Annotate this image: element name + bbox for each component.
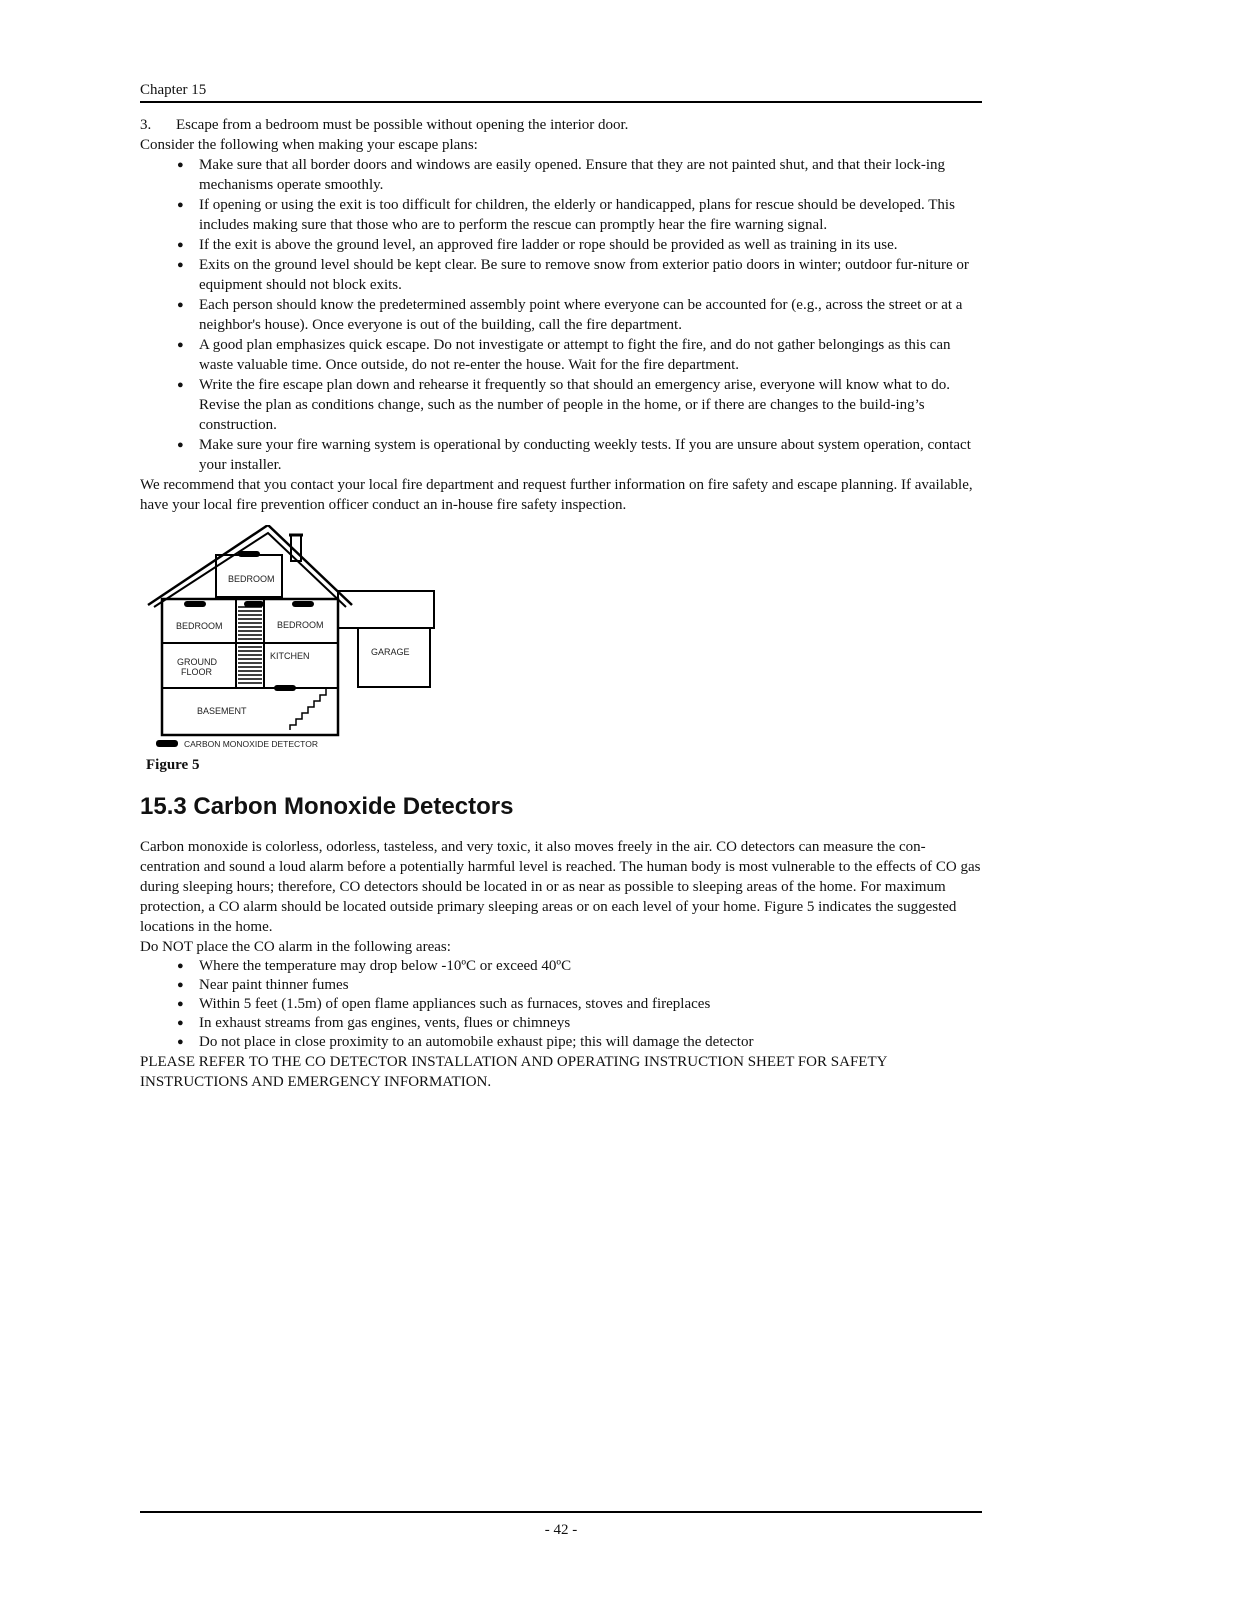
do-not-bullet-list bbox=[140, 957, 982, 1052]
co-detector-icon bbox=[292, 601, 314, 607]
page-number: - 42 - bbox=[544, 1522, 578, 1538]
section-heading: 15.3 Carbon Monoxide Detectors bbox=[140, 793, 514, 820]
label-kitchen: KITCHEN bbox=[270, 651, 310, 661]
escape-intro: Consider the following when making your escape plans: bbox=[140, 137, 478, 153]
numbered-item bbox=[140, 115, 982, 135]
list-item: ● Each person should know the predetermined assembly point where everyone can be accounted for (e.g., across the street or at a neighbor's house). Once everyone is out of the building, call the fire department. bbox=[177, 297, 963, 333]
escape-bullet-list bbox=[140, 155, 982, 475]
bullet-icon: ● bbox=[177, 1036, 184, 1048]
bullet-icon: ● bbox=[177, 199, 184, 211]
item-text: Escape from a bedroom must be possible without opening the interior door. bbox=[176, 117, 629, 133]
bullet-icon: ● bbox=[177, 379, 184, 391]
header-rule bbox=[140, 101, 982, 103]
co-detector-icon bbox=[184, 601, 206, 607]
list-item: ● If the exit is above the ground level, an approved fire ladder or rope should be provided as well as training in its use. bbox=[177, 237, 898, 253]
bullet-icon: ● bbox=[177, 339, 184, 351]
recommendation-paragraph: We recommend that you contact your local fire department and request further information on fire safety and escape planning. If available, have your local fire prevention officer conduct an in-house fire safety inspection. bbox=[140, 477, 973, 513]
bullet-icon: ● bbox=[177, 239, 184, 251]
co-detector-icon bbox=[238, 551, 260, 557]
staircase bbox=[238, 607, 262, 683]
document-body bbox=[140, 115, 982, 1092]
co-detector-legend-icon bbox=[156, 740, 178, 747]
list-item: ● Make sure your fire warning system is operational by conducting weekly tests. If you are unsure about system operation, contact your installer. bbox=[177, 437, 971, 473]
list-item: ● Write the fire escape plan down and rehearse it frequently so that should an emergency arise, everyone will know what to do. Revise the plan as conditions change, such as the number of people in the home, or if there are changes to the build-ing’s construction. bbox=[177, 377, 950, 433]
item-number: 3. bbox=[140, 117, 152, 133]
bullet-icon: ● bbox=[177, 979, 184, 991]
bullet-icon: ● bbox=[177, 1017, 184, 1029]
bullet-icon: ● bbox=[177, 159, 184, 171]
label-bedroom-right: BEDROOM bbox=[277, 620, 324, 630]
list-item: ● Do not place in close proximity to an automobile exhaust pipe; this will damage the detector bbox=[177, 1034, 754, 1050]
label-floor: FLOOR bbox=[181, 667, 213, 677]
bullet-icon: ● bbox=[177, 998, 184, 1010]
list-item: ● Make sure that all border doors and windows are easily opened. Ensure that they are not painted shut, and that their lock-ing mechanisms operate smoothly. bbox=[177, 157, 946, 193]
co-detector-icon bbox=[274, 685, 296, 691]
label-bedroom-left: BEDROOM bbox=[176, 621, 223, 631]
list-item: ● Where the temperature may drop below -10ºC or exceed 40ºC bbox=[177, 958, 572, 974]
list-item: ● In exhaust streams from gas engines, vents, flues or chimneys bbox=[177, 1015, 571, 1031]
co-detector-icon bbox=[244, 601, 264, 607]
list-item: ● Near paint thinner fumes bbox=[177, 977, 349, 993]
house-diagram bbox=[140, 525, 440, 755]
label-basement: BASEMENT bbox=[197, 706, 247, 716]
label-bedroom-top: BEDROOM bbox=[228, 574, 275, 584]
do-not-intro: Do NOT place the CO alarm in the following areas: bbox=[140, 939, 451, 955]
roof-outline bbox=[148, 525, 352, 605]
bullet-icon: ● bbox=[177, 960, 184, 972]
list-item: ● Exits on the ground level should be kept clear. Be sure to remove snow from exterior patio doors in winter; outdoor fur-niture or equipment should not block exits. bbox=[177, 257, 969, 293]
running-head: Chapter 15 bbox=[140, 82, 207, 98]
bullet-icon: ● bbox=[177, 259, 184, 271]
legend-label: CARBON MONOXIDE DETECTOR bbox=[184, 739, 318, 749]
co-paragraph: Carbon monoxide is colorless, odorless, tasteless, and very toxic, it also moves freely in the air. CO detectors can measure the con-centration and sound a loud alarm before a potentially harmful level is reached. The human body is most vulnerable to the effects of CO gas during sleeping hours; therefore, CO detectors should be located in or as near as possible to sleeping areas of the home. For maximum protection, a CO alarm should be located outside primary sleeping areas or on each level of your home. Figure 5 indicates the suggested locations in the home. bbox=[140, 839, 981, 935]
list-item: ● Within 5 feet (1.5m) of open flame appliances such as furnaces, stoves and fireplaces bbox=[177, 996, 711, 1012]
footer-rule bbox=[140, 1511, 982, 1513]
list-item: ● If opening or using the exit is too difficult for children, the elderly or handicapped, plans for rescue should be developed. This includes making sure that those who are to perform the rescue can promptly hear the fire warning signal. bbox=[177, 197, 955, 233]
label-ground: GROUND bbox=[177, 657, 217, 667]
bullet-icon: ● bbox=[177, 439, 184, 451]
garage-roof bbox=[338, 591, 434, 628]
house-diagram-svg bbox=[140, 525, 440, 755]
bullet-icon: ● bbox=[177, 299, 184, 311]
safety-notice: PLEASE REFER TO THE CO DETECTOR INSTALLATION AND OPERATING INSTRUCTION SHEET FOR SAFETY INSTRUCTIONS AND EMERGENCY INFORMATION. bbox=[140, 1054, 887, 1090]
label-garage: GARAGE bbox=[371, 647, 410, 657]
list-item: ● A good plan emphasizes quick escape. Do not investigate or attempt to fight the fire, and do not gather belongings as this can waste valuable time. Once outside, do not re-enter the house. Wait for the fire department. bbox=[177, 337, 951, 373]
figure-caption: Figure 5 bbox=[146, 757, 200, 773]
